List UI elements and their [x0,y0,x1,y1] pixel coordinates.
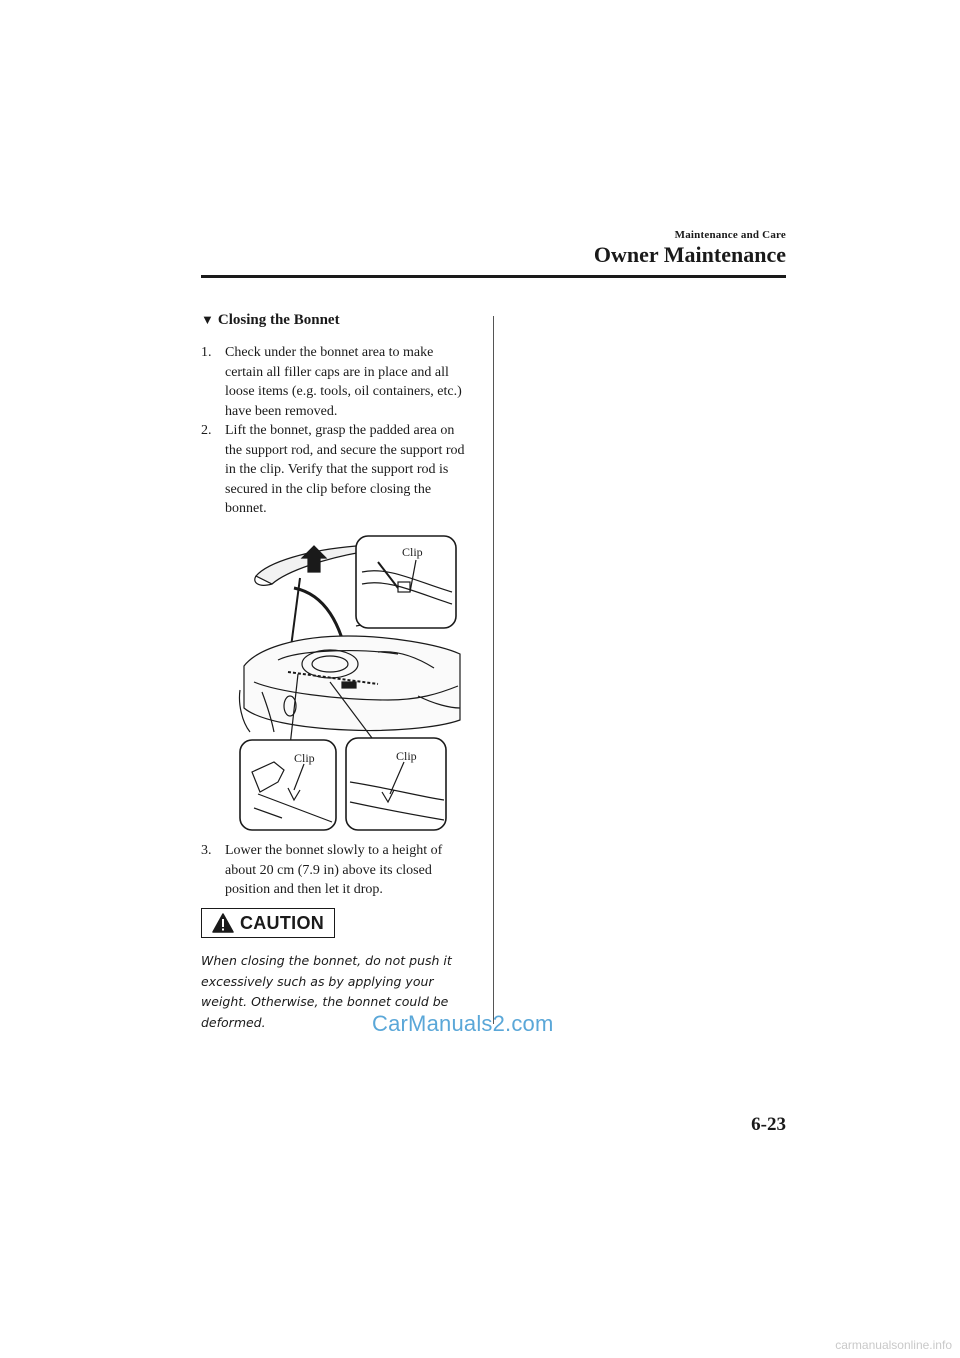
footer-watermark: carmanualsonline.info [835,1338,952,1352]
illustration-svg [238,532,464,834]
step-item [201,343,471,421]
step-item [201,841,471,900]
step-text: Check under the bonnet area to make certain all filler caps are in place and all loose items (e.g. tools, oil containers, etc.) have been removed. [225,345,462,419]
caution-text: When closing the bonnet, do not push it excessively such as by applying your weight. Otherwise, the bonnet could be deformed. [201,953,452,1030]
steps-list-continued [201,841,471,900]
header-rule [201,275,786,278]
section-heading: Owner Maintenance [593,242,786,267]
column-divider [493,316,494,1024]
step-item [201,421,471,519]
steps-list [201,343,471,519]
down-triangle-icon: ▼ [201,312,214,327]
subsection-title-text: Closing the Bonnet [217,312,340,328]
caution-header [201,908,335,938]
warning-triangle-icon [212,913,234,933]
figure-label-clip: Clip [294,751,315,765]
bonnet-support-rod-illustration [238,532,464,834]
figure-label-clip: Clip [396,749,417,763]
caution-label: CAUTION [239,912,325,933]
figure-label-clip: Clip [402,545,423,559]
subsection-title [201,312,340,329]
step-number: 2. [201,423,212,438]
page-number: 6-23 [751,1114,786,1135]
site-watermark: CarManuals2.com [372,1011,554,1036]
chapter-title: Maintenance and Care [674,229,786,241]
step-text: Lower the bonnet slowly to a height of about 20 cm (7.9 in) above its closed position and then let it drop. [225,843,443,897]
step-number: 1. [201,345,212,360]
step-text: Lift the bonnet, grasp the padded area on the support rod, and secure the support rod in the clip. Verify that the support rod is secured in the clip before closing the bonnet. [225,423,465,516]
step-number: 3. [201,843,212,858]
